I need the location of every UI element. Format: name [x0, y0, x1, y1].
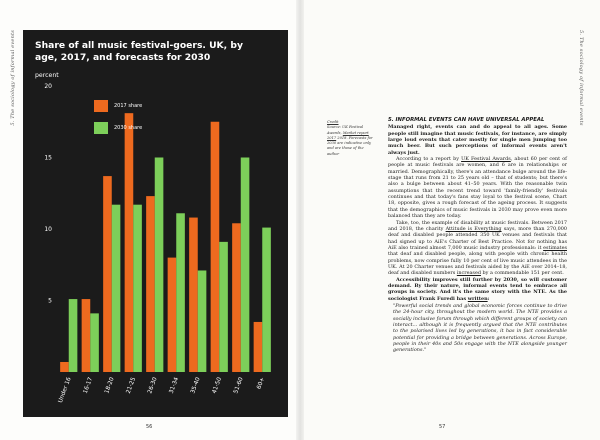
bar-2030-31-34: [176, 213, 185, 372]
legend-swatch-2017: [94, 100, 108, 112]
x-tick-label-41-50: 41-50: [211, 376, 224, 395]
written-link[interactable]: written: [467, 295, 488, 302]
credit-label: Credit: [327, 120, 339, 124]
x-tick-label-51-60: 51-60: [233, 376, 245, 395]
x-tick-label-26-30: 26-30: [147, 376, 159, 395]
chart-credit: [327, 120, 373, 157]
p3-text-c: that deaf and disabled people, along with people with chronic health problems, now comprise fully 10 per cent of live music attendees in the UK. At 20 Charter venues and festivals aided by the AiE over 2014–18, deaf and disabled numbers: [388, 251, 567, 277]
legend-label-2030: 2030 share: [114, 125, 143, 131]
bar-2017-18-20: [103, 176, 112, 372]
y-tick-label-5: 5: [48, 297, 52, 305]
x-tick-label-under-16: Under 16: [57, 376, 73, 404]
bar-2030-21-25: [133, 205, 142, 372]
credit-source-suffix: 2018. Forecasts for 2030 are indicative only and are those of the author: [327, 135, 373, 156]
chart-panel: [23, 30, 288, 417]
bar-2030-16-17: [90, 313, 99, 372]
bar-2017-51-60: [232, 223, 241, 372]
x-tick-label-18-20: 18-20: [104, 376, 116, 395]
bar-2030-26-30: [155, 158, 164, 373]
p4-text-b: :: [487, 295, 490, 302]
bar-2017-26-30: [146, 196, 155, 372]
x-tick-label-31-34: 31-34: [168, 376, 181, 395]
section-heading: 5. INFORMAL EVENTS CAN HAVE UNIVERSAL APPEAL: [388, 117, 545, 123]
bar-2017-35-40: [189, 218, 198, 372]
paragraph-festival-awards: [388, 156, 567, 219]
legend-item-2030: [94, 122, 142, 134]
bar-2030-51-60: [241, 158, 250, 373]
uk-festival-awards-link[interactable]: UK Festival Awards: [461, 156, 511, 163]
estimates-link[interactable]: estimates: [543, 244, 567, 251]
book-gutter: [296, 0, 304, 440]
page-number-left: 56: [146, 424, 153, 430]
p2-text-b: , about 60 per cent of people at music festivals are women, and 6 are in relationships or married. Demographically, there's an attendance bulge around the life-stage that runs from 21 to 25 years old – that of students; but there's also a bulge between about 41–50 years. With the reasonable twin assumptions that the recent trend toward 'family-friendly' festivals continues and that today's fans stay loyal to the festival scene, Chart 18, opposite, gives a rough forecast of the ageing process. It suggests that the demographics of music festivals in 2030 may prove even more balanced than they are today.: [388, 156, 567, 220]
bar-2030-41-50: [219, 242, 228, 372]
furedi-quote: "Powerful social trends and global economic forces continue to drive the 24-hour city, throughout the modern world. The NTE provides a socially inclusive forum through which different groups of society can interact... although it is frequently argued that the NTE contributes to the polarised lives led by generations, it has in fact considerable potential for providing a bridge between generations. Across Europe, people in their 40s and 50s engage with the NTE alongside younger generations.": [393, 302, 567, 354]
bar-2017-16-17: [82, 299, 91, 372]
bar-2017-under-16: [60, 362, 69, 372]
paragraph-accessibility: [388, 277, 567, 302]
chart-legend: [94, 100, 142, 144]
lead-paragraph: Managed right, events can and do appeal to all ages. Some people still imagine that music festivals, for instance, are simply large loud events that cater mostly for single men jumping too much beer. But such perceptions of informal events aren't always just.: [388, 124, 567, 156]
article-body: [388, 117, 567, 354]
y-tick-label-10: 10: [44, 226, 52, 233]
increased-link[interactable]: increased: [456, 270, 481, 277]
running-head-left: 5. The sociology of informal events: [10, 30, 16, 126]
chart-title: Share of all music festival-goers. UK, by age, 2017, and forecasts for 2030: [35, 40, 243, 63]
legend-swatch-2030: [94, 122, 108, 134]
x-tick-label-35-40: 35-40: [190, 376, 202, 395]
p3-text-d: by a commendable 151 per cent.: [480, 270, 564, 277]
bar-2017-41-50: [211, 122, 220, 372]
x-tick-label-60+: 60+: [256, 376, 267, 391]
p4-text: Accessibility improves still further by 2030, so will customer demand. By their nature, informal events tend to embrace all groups in society. And it's the same story with the NTE. As the sociologist Frank Furedi has: [388, 276, 567, 302]
bar-2017-21-25: [125, 113, 134, 372]
attitude-is-everything-link[interactable]: Attitude is Everything: [445, 225, 502, 232]
bar-2030-18-20: [112, 205, 121, 372]
x-tick-label-21-25: 21-25: [125, 376, 138, 395]
p3-text-a: Take, too, the example of disability at music festivals. Between 2017 and 2018, the charity: [388, 219, 567, 232]
bar-2030-35-40: [198, 270, 207, 372]
y-tick-label-15: 15: [44, 154, 52, 162]
bar-2030-under-16: [69, 299, 78, 372]
y-tick-label-20: 20: [44, 83, 52, 90]
paragraph-disability: [388, 220, 567, 277]
legend-label-2017: 2017 share: [114, 103, 143, 109]
page-number-right: 57: [439, 424, 446, 430]
legend-item-2017: [94, 100, 142, 112]
credit-source-prefix: Source: UK Festival Awards,: [327, 125, 364, 135]
running-head-right: 5. The sociology of informal events: [578, 30, 584, 126]
bar-2017-31-34: [168, 258, 177, 372]
x-tick-label-16-17: 16-17: [82, 376, 95, 395]
bar-2017-60+: [254, 322, 263, 372]
bar-chart: [23, 30, 288, 417]
bar-2030-60+: [262, 228, 271, 372]
p3-text-b: says, more than 270,000 deaf and disabled people attended 350 UK venues and festivals that had signed up to AiE's Charter of Best Practice. Not for nothing has AiE also trained almost 7,000 music industry professionals: it: [388, 225, 567, 251]
credit-source-link[interactable]: Market report 2017: [327, 130, 369, 140]
y-unit-label: percent: [35, 72, 59, 79]
p2-text-a: According to a report by: [396, 156, 462, 163]
